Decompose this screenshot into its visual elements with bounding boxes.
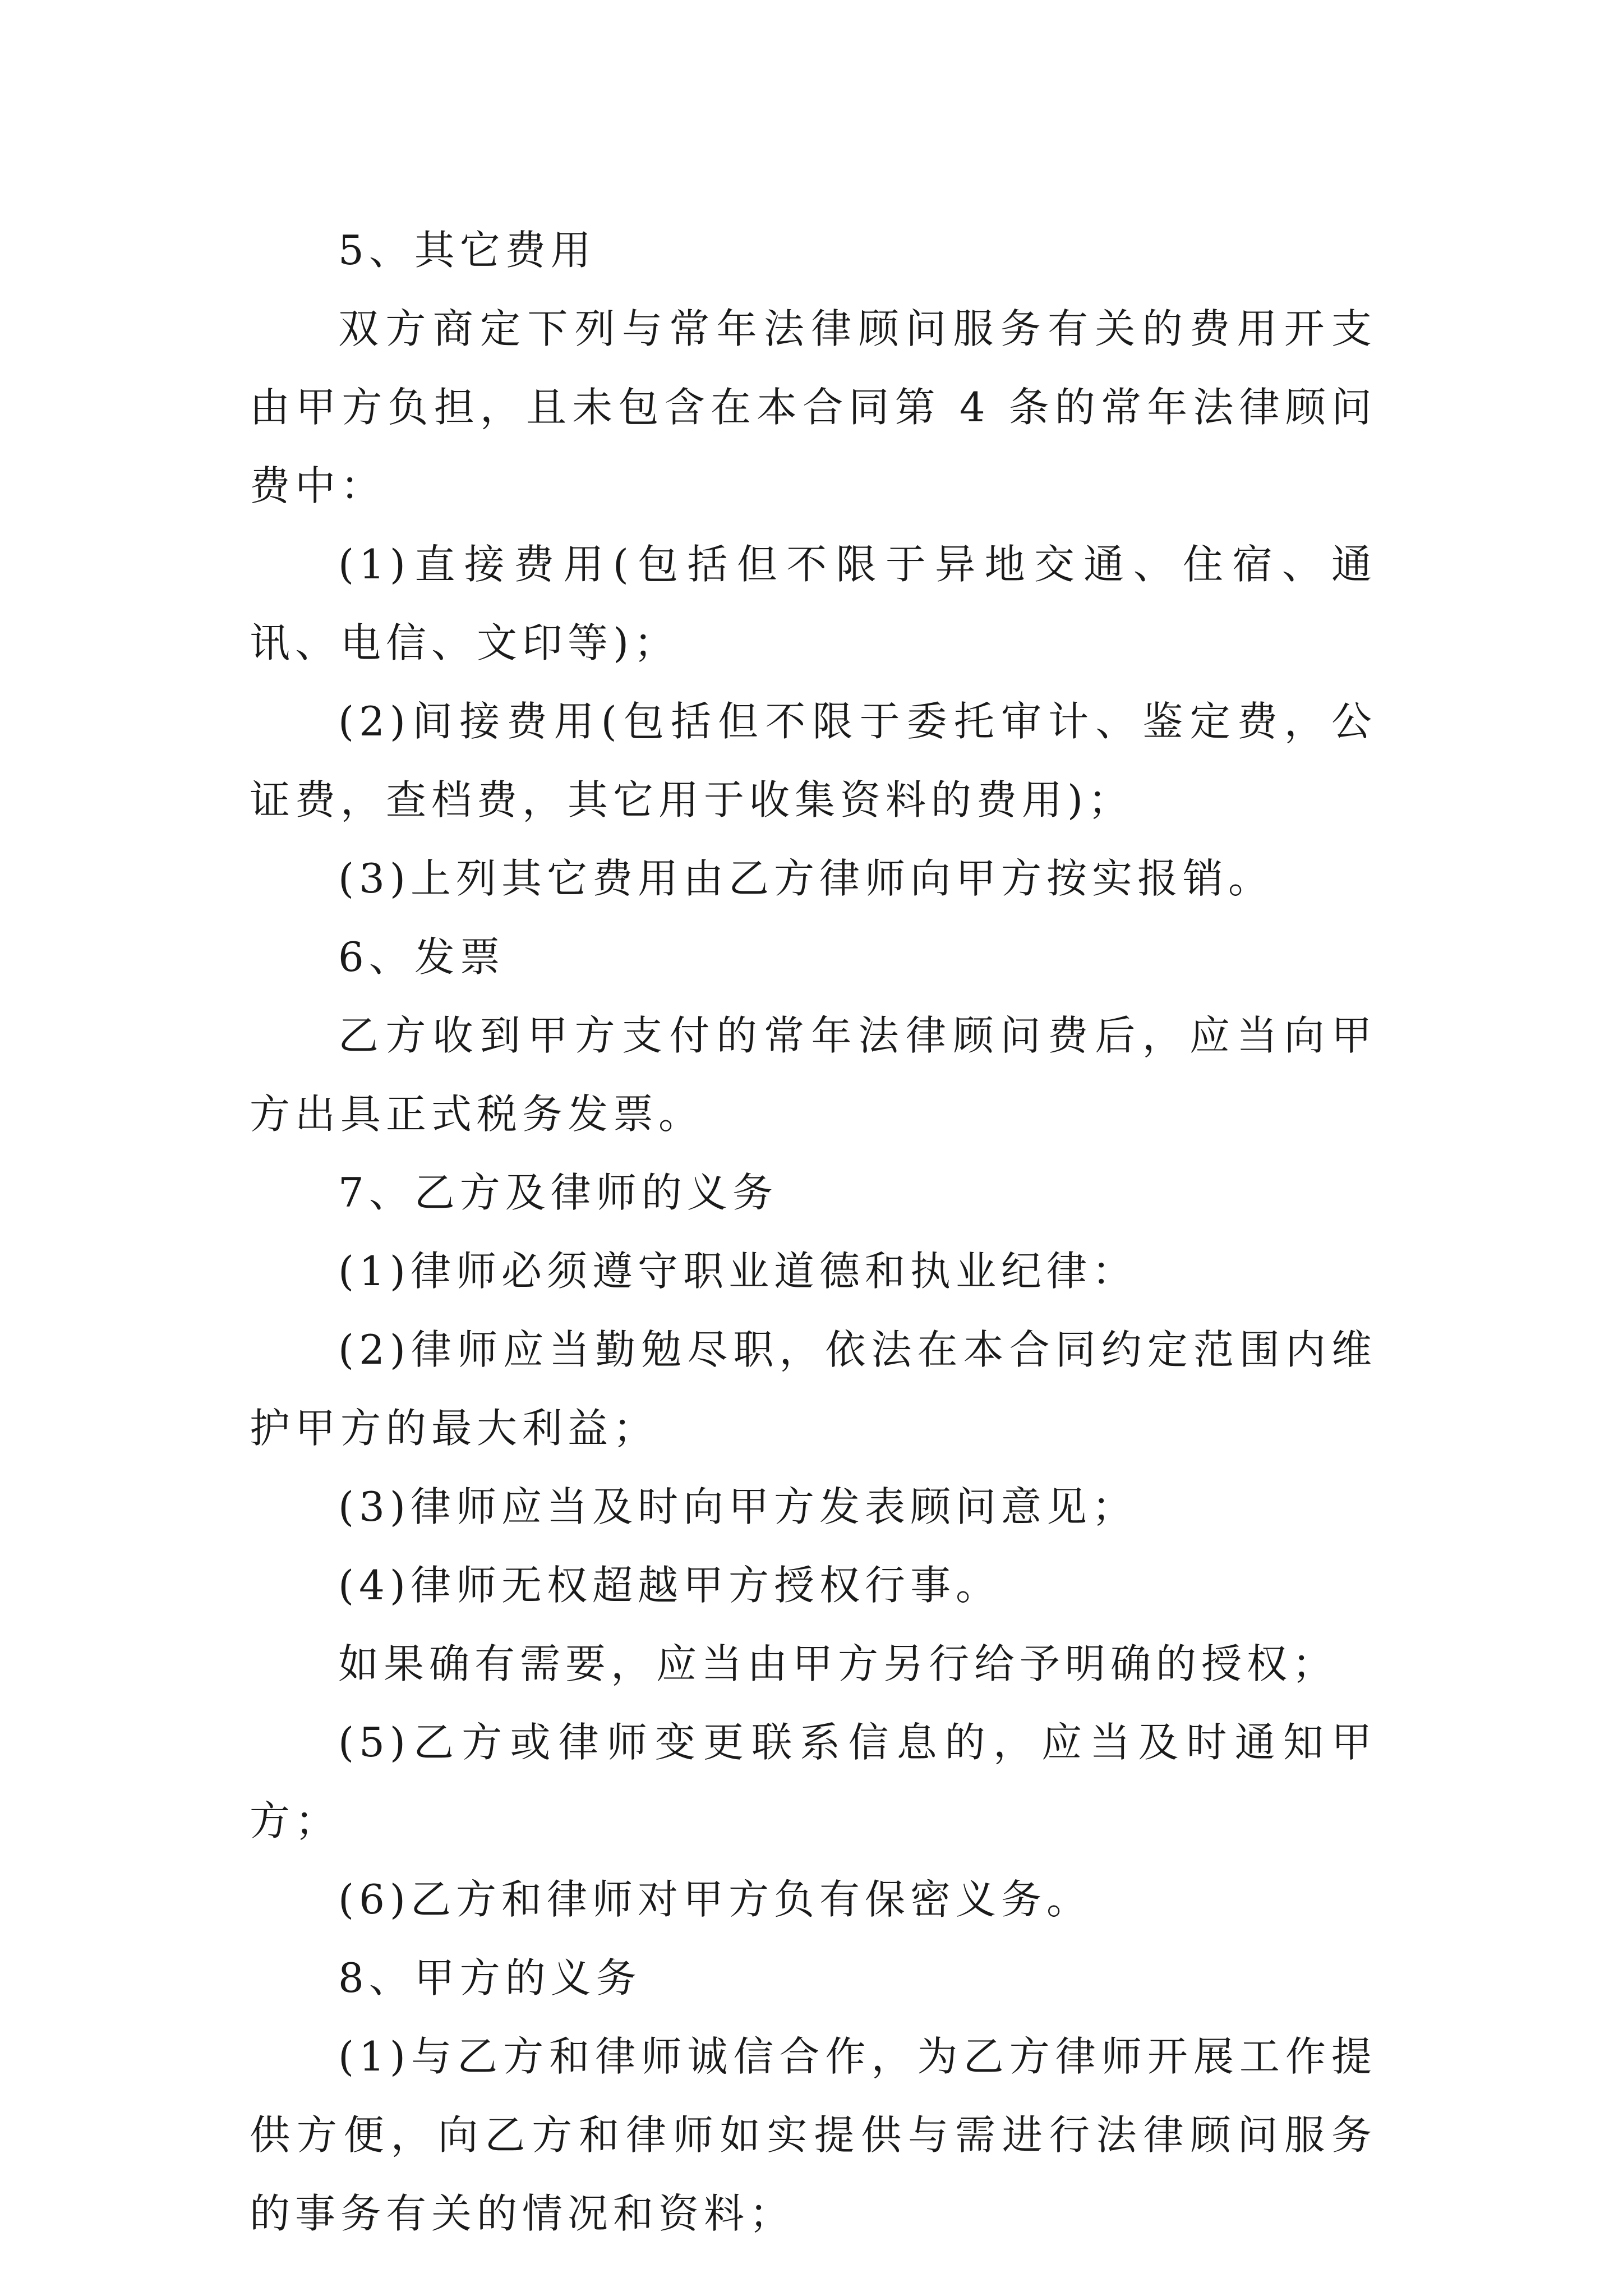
list-item-ethics: (1)律师必须遵守职业道德和执业纪律： — [338, 1248, 1137, 1295]
list-item-no-overreach: (4)律师无权超越甲方授权行事。 — [338, 1562, 1001, 1609]
paragraph-invoice: 乙方收到甲方支付的常年法律顾问费后，应当向甲方出具正式税务发票。 — [250, 1012, 1377, 1138]
list-item-indirect-costs: (2)间接费用(包括但不限于委托审计、鉴定费，公证费，查档费，其它用于收集资料的费用)； — [250, 698, 1377, 823]
document-body — [250, 211, 1377, 2253]
section-heading-party-a-obligations: 8、甲方的义务 — [338, 1954, 642, 2001]
list-item-contact-change: (5)乙方或律师变更联系信息的，应当及时通知甲方； — [250, 1719, 1377, 1844]
paragraph-fees-intro: 双方商定下列与常年法律顾问服务有关的费用开支由甲方负担，且未包含在本合同第 4 条的常年法律顾问费中： — [250, 305, 1377, 509]
list-item-diligence: (2)律师应当勤勉尽职，依法在本合同约定范围内维护甲方的最大利益； — [250, 1326, 1377, 1452]
list-item-confidentiality: (6)乙方和律师对甲方负有保密义务。 — [338, 1876, 1092, 1923]
list-item-reimbursement: (3)上列其它费用由乙方律师向甲方按实报销。 — [338, 855, 1274, 902]
section-heading-party-b-obligations: 7、乙方及律师的义务 — [338, 1169, 778, 1216]
section-heading-invoice: 6、发票 — [338, 933, 505, 981]
list-item-timely-advice: (3)律师应当及时向甲方发表顾问意见； — [338, 1483, 1137, 1530]
paragraph-authorization: 如果确有需要，应当由甲方另行给予明确的授权； — [338, 1640, 1338, 1687]
list-item-cooperation: (1)与乙方和律师诚信合作，为乙方律师开展工作提供方便，向乙方和律师如实提供与需进行法律顾问服务的事务有关的情况和资料； — [250, 2033, 1377, 2237]
section-heading-other-fees: 5、其它费用 — [338, 227, 596, 274]
list-item-direct-costs: (1)直接费用(包括但不限于异地交通、住宿、通讯、电信、文印等)； — [250, 541, 1377, 666]
